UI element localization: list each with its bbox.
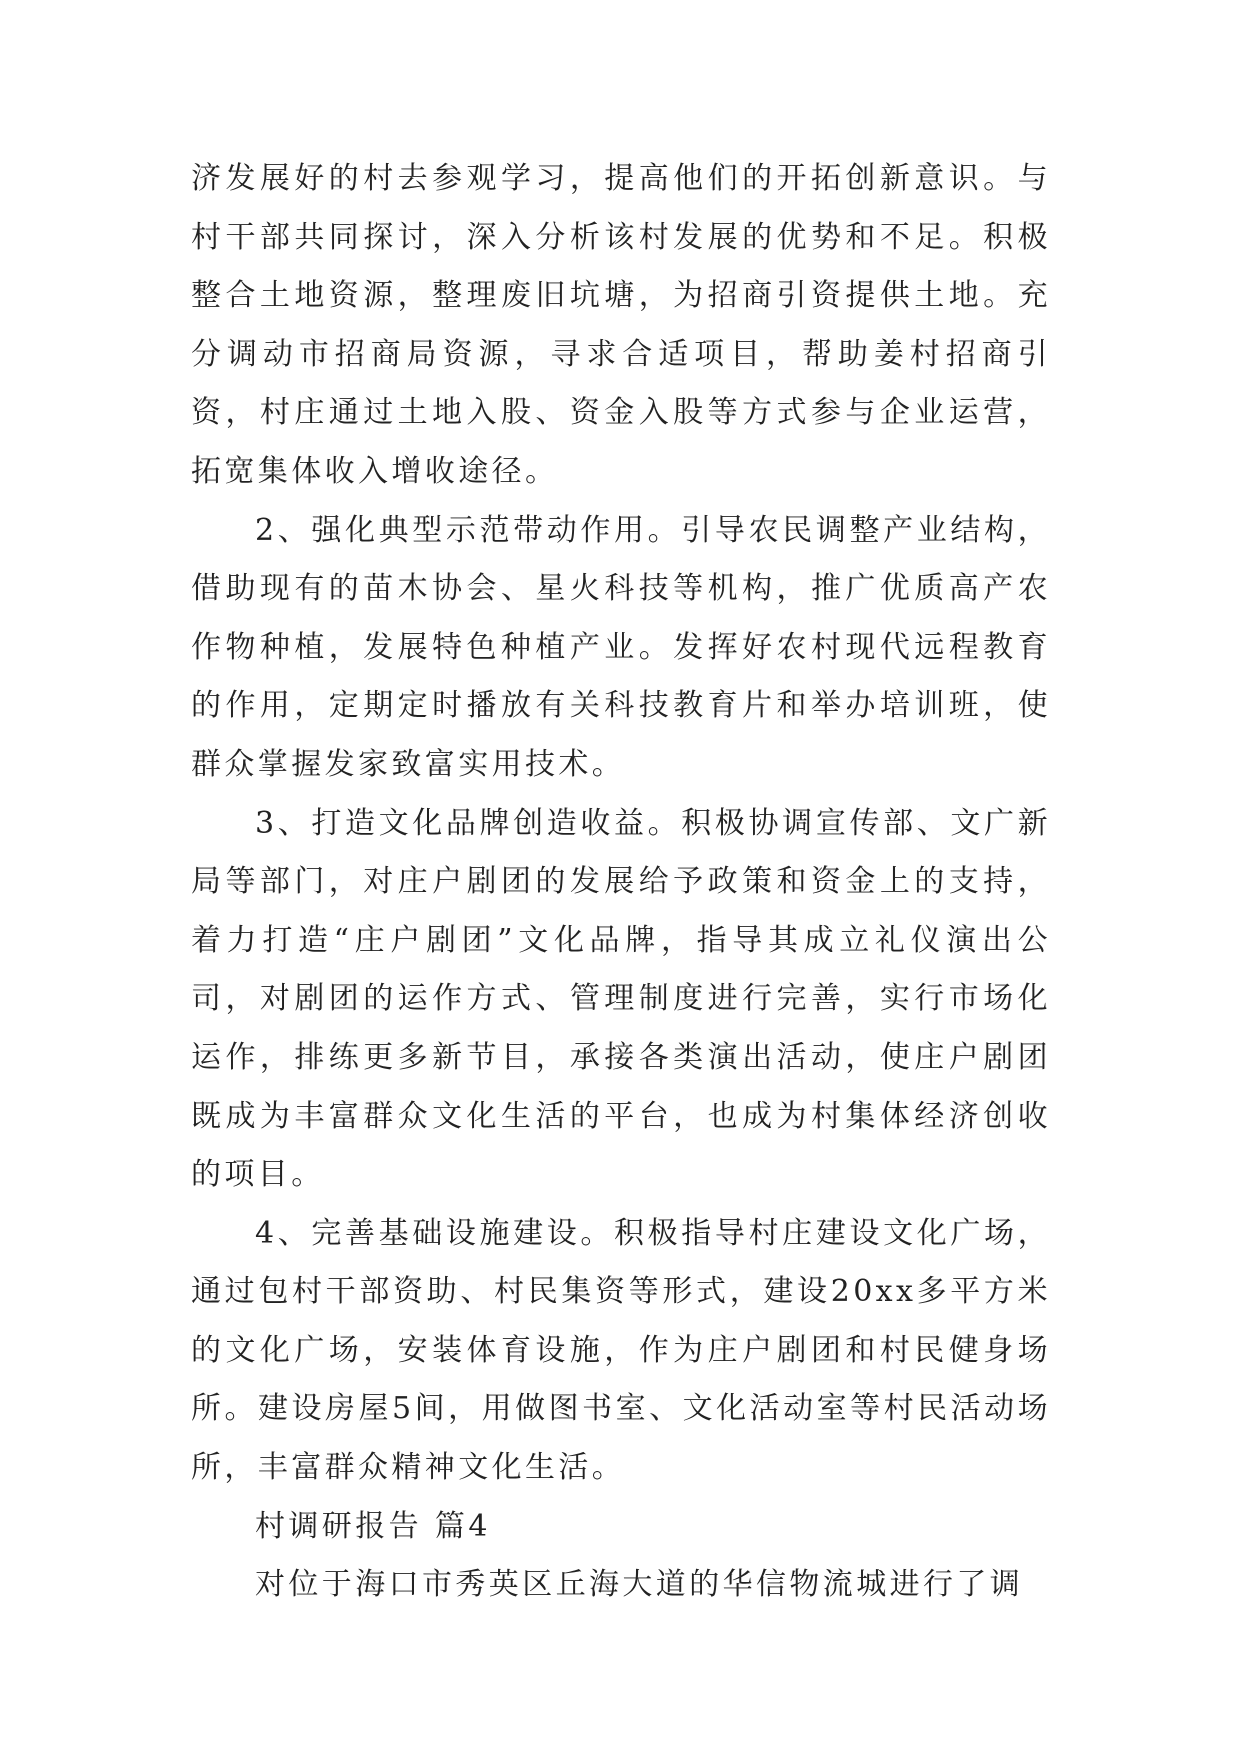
paragraph-item-2: 2、强化典型示范带动作用。引导农民调整产业结构，借助现有的苗木协会、星火科技等机构，推广优质高产农作物种植，发展特色种植产业。发挥好农村现代远程教育的作用，定期定时播放有关科技教育片和举办培训班，使群众掌握发家致富实用技术。 [191, 512, 1051, 782]
paragraph-item-4: 4、完善基础设施建设。积极指导村庄建设文化广场，通过包村干部资助、村民集资等形式，建设20xx多平方米的文化广场，安装体育设施，作为庄户剧团和村民健身场所。建设房屋5间，用做图书室、文化活动室等村民活动场所，丰富群众精神文化生活。 [191, 1215, 1051, 1486]
section-heading: 村调研报告 篇4 [255, 1508, 491, 1544]
paragraph-intro: 对位于海口市秀英区丘海大道的华信物流城进行了调 [255, 1567, 1024, 1603]
paragraph-item-3: 3、打造文化品牌创造收益。积极协调宣传部、文广新局等部门，对庄户剧团的发展给予政策和资金上的支持，着力打造“庄户剧团”文化品牌，指导其成立礼仪演出公司，对剧团的运作方式、管理制度进行完善，实行市场化运作，排练更多新节目，承接各类演出活动，使庄户剧团既成为丰富群众文化生活的平台，也成为村集体经济创收的项目。 [191, 805, 1051, 1193]
document-page [191, 150, 1051, 1615]
paragraph-continuation: 济发展好的村去参观学习，提高他们的开拓创新意识。与村干部共同探讨，深入分析该村发展的优势和不足。积极整合土地资源，整理废旧坑塘，为招商引资提供土地。充分调动市招商局资源，寻求合适项目，帮助姜村招商引资，村庄通过土地入股、资金入股等方式参与企业运营，拓宽集体收入增收途径。 [191, 161, 1051, 489]
